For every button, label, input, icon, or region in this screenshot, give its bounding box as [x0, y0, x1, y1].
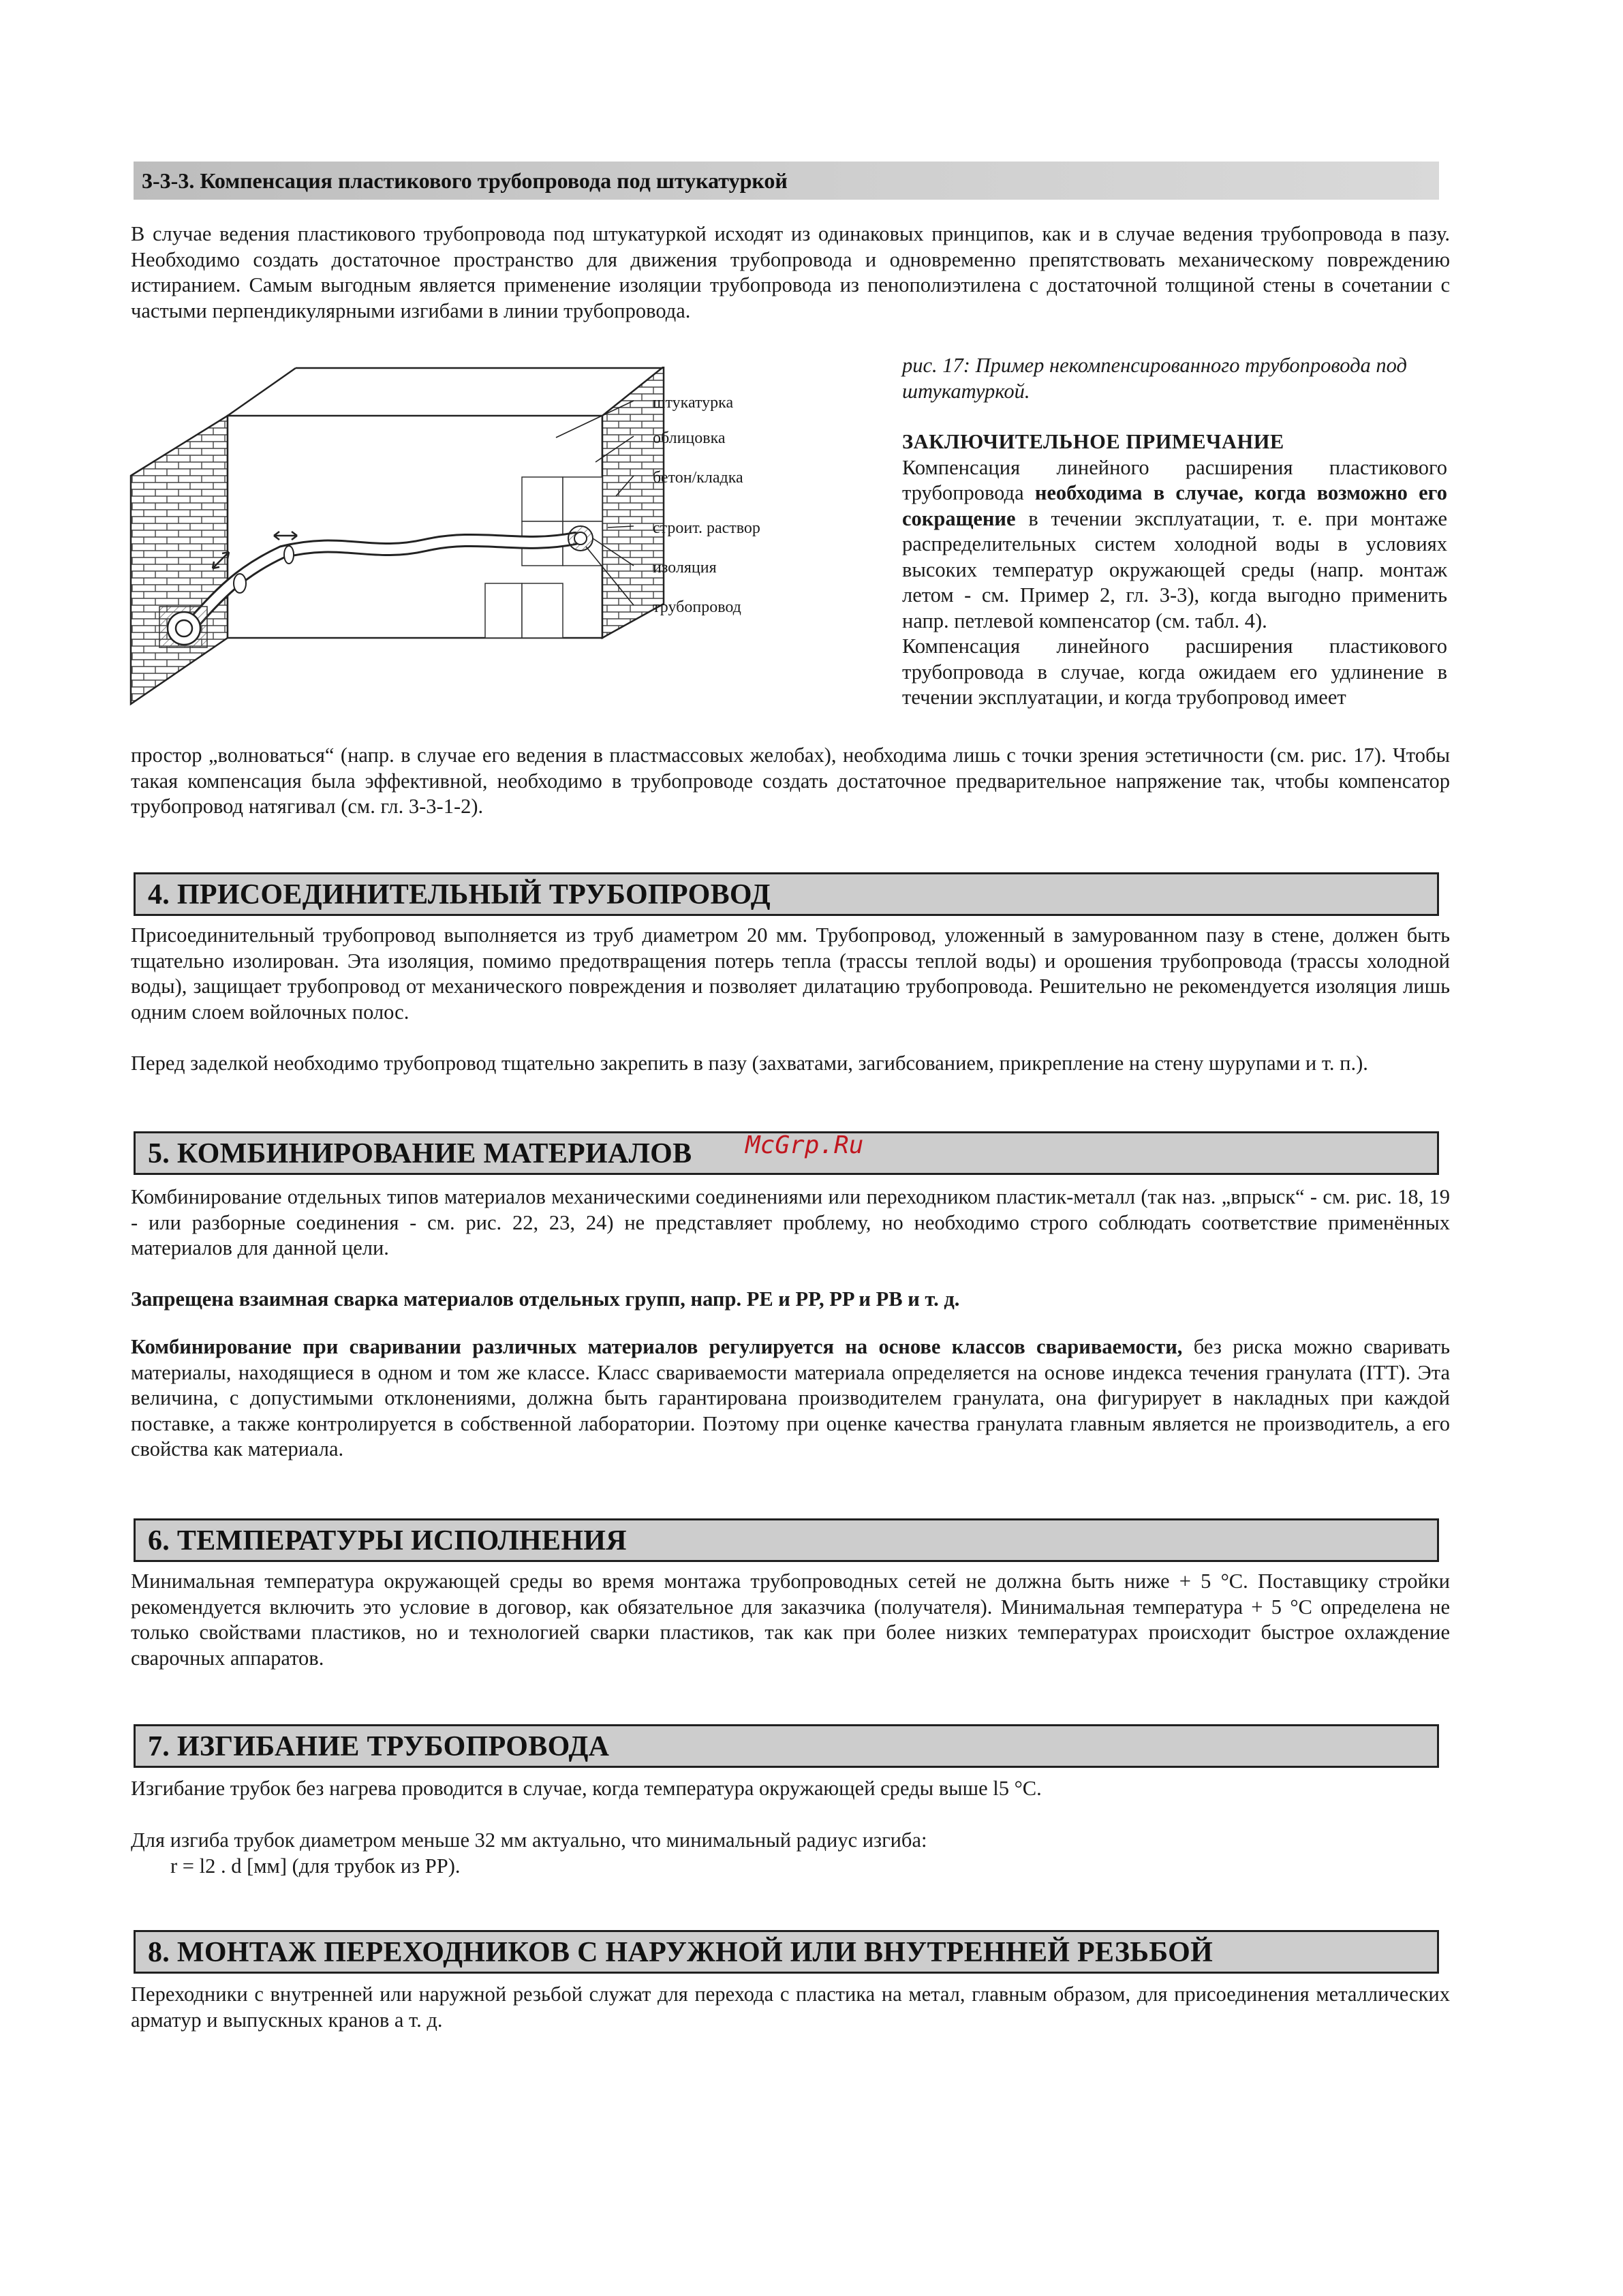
figure-17-caption: рис. 17: Пример некомпенсированного трубопровода под штукатуркой. [902, 354, 1407, 403]
final-note-paragraph-2: Компенсация линейного расширения пластикового трубопровода в случае, когда ожидаем его удлинение в течении эксплуатации, и когда трубопровод имеет [902, 634, 1447, 709]
section-heading-6: 6. ТЕМПЕРАТУРЫ ИСПОЛНЕНИЯ [134, 1518, 1439, 1562]
section-5-paragraph-3 [131, 1334, 1450, 1463]
section-5-paragraph-1: Комбинирование отдельных типов материалов механическими соединениями или переходником пластик-металл (так наз. „впрыск“ - см. рис. 18, 19 - или разборные соединения - см. рис. 22, 23, 24) не представляет проблему, но необходимо строго соблюдать соответствие применённых материалов для данной цели. [131, 1185, 1450, 1259]
final-note-paragraph-2-continued: простор „волноваться“ (напр. в случае его ведения в пластмассовых желобах), необходима лишь с точки зрения эстетичности (см. рис. 17). Чтобы такая компенсация была эффективной, необходимо в трубопроводе создать достаточное предварительное напряжение так, чтобы компенсатор трубопровод натягивал (см. гл. 3-3-1-2). [131, 744, 1450, 818]
section-5-emphasis: Комбинирование при сваривании различных материалов регулируется на основе классов свариваемости, [131, 1335, 1183, 1358]
section-6-paragraph-1: Минимальная температура окружающей среды во время монтажа трубопроводных сетей не должна быть ниже + 5 °C. Поставщику стройки рекомендуется включить это условие в договор, как обязательное для заказчика (получателя). Минимальная температура + 5 °C определена не только свойствами пластиков, но и технологией сварки пластиков, так как при более низких температурах происходит быстрое охлаждение сварочных аппаратов. [131, 1570, 1450, 1670]
final-note-emphasis: необходима в случае, когда возможно его сокращение [902, 481, 1447, 530]
section-5-text: без риска можно сваривать материалы, находящиеся в одном и том же классе. Класс свариваемости материала определяется на основе индекса течения гранулата (ITT). Эта величина, с допустимыми отклонениями, должна быть гарантирована производителем гранулата, она фигурирует в накладных при каждой поставке, а также контролируется в собственной лаборатории. Поэтому при оценке качества гранулата главным является не производитель, а его свойства как материала. [131, 1335, 1450, 1460]
section-heading-5: 5. КОМБИНИРОВАНИЕ МАТЕРИАЛОВ [134, 1131, 1439, 1175]
section-4-paragraph-1: Присоединительный трубопровод выполняется из труб диаметром 20 мм. Трубопровод, уложенный в замурованном пазу в стене, должен быть тщательно изолирован. Эта изоляция, помимо предотвращения потерь тепла (трассы теплой воды) и орошения трубопровода (трассы холодной воды), защищает трубопровод от механического повреждения и позволяет дилатацию трубопровода. Решительно не рекомендуется изоляция лишь одним слоем войлочных полос. [131, 923, 1450, 1024]
section-8-paragraph-1: Переходники с внутренней или наружной резьбой служат для перехода с пластика на метал, главным образом, для присоединения металлических арматур и выпускных кранов а т. д. [131, 1983, 1450, 2032]
final-note-text: Компенсация линейного расширения пластикового трубопровода [902, 455, 1447, 504]
section-7-paragraph-2: Для изгиба трубок диаметром меньше 32 мм актуально, что минимальный радиус изгиба: [131, 1828, 927, 1852]
section-heading-7: 7. ИЗГИБАНИЕ ТРУБОПРОВОДА [134, 1724, 1439, 1768]
figure-label-insulation: изоляция [653, 559, 717, 577]
figure-label-concrete: бетон/кладка [653, 469, 743, 487]
section-heading-8: 8. МОНТАЖ ПЕРЕХОДНИКОВ С НАРУЖНОЙ ИЛИ ВНУТРЕННЕЙ РЕЗЬБОЙ [134, 1930, 1439, 1974]
figure-label-plaster: штукатурка [653, 394, 734, 412]
figure-17-diagram [125, 367, 779, 714]
bend-radius-formula: r = l2 . d [мм] (для трубок из PP). [170, 1854, 461, 1878]
figure-label-mortar: строит. раствор [653, 519, 760, 537]
watermark: McGrp.Ru [745, 1131, 864, 1159]
final-note [902, 429, 1447, 711]
final-note-paragraph-1 [902, 455, 1447, 634]
subsection-3-3-3-intro: В случае ведения пластикового трубопровода под штукатуркой исходят из одинаковых принципов, как и в случае ведения трубопровода в пазу. Необходимо создать достаточное пространство для движения трубопровода и одновременно препятствовать механическому повреждению истиранием. Самым выгодным является применение изоляции трубопровода из пенополиэтилена с достаточной толщиной стены в сочетании с частыми перпендикулярными изгибами в линии трубопровода. [131, 222, 1450, 322]
section-heading-4: 4. ПРИСОЕДИНИТЕЛЬНЫЙ ТРУБОПРОВОД [134, 872, 1439, 916]
figure-label-pipe: трубопровод [653, 598, 741, 616]
subsection-heading-3-3-3: 3-3-3. Компенсация пластикового трубопровода под штукатуркой [134, 162, 1439, 200]
section-7-paragraph-1: Изгибание трубок без нагрева проводится в случае, когда температура окружающей среды выше l5 °C. [131, 1777, 1042, 1800]
final-note-title: ЗАКЛЮЧИТЕЛЬНОЕ ПРИМЕЧАНИЕ [902, 430, 1284, 453]
final-note-text-cont: в течении эксплуатации, т. е. при монтаже распределительных систем холодной воды в условиях высоких температур окружающей среды (напр. монтаж летом - см. Пример 2, гл. 3-3), когда выгодно применить напр. петлевой компенсатор (см. табл. 4). [902, 506, 1447, 632]
section-4-paragraph-2: Перед заделкой необходимо трубопровод тщательно закрепить в пазу (захватами, загибсованием, прикрепление на стену шурупами и т. п.). [131, 1052, 1368, 1075]
figure-label-cladding: облицовка [653, 429, 726, 447]
section-5-paragraph-2: Запрещена взаимная сварка материалов отдельных групп, напр. PE и PP, PP и PB и т. д. [131, 1287, 960, 1311]
